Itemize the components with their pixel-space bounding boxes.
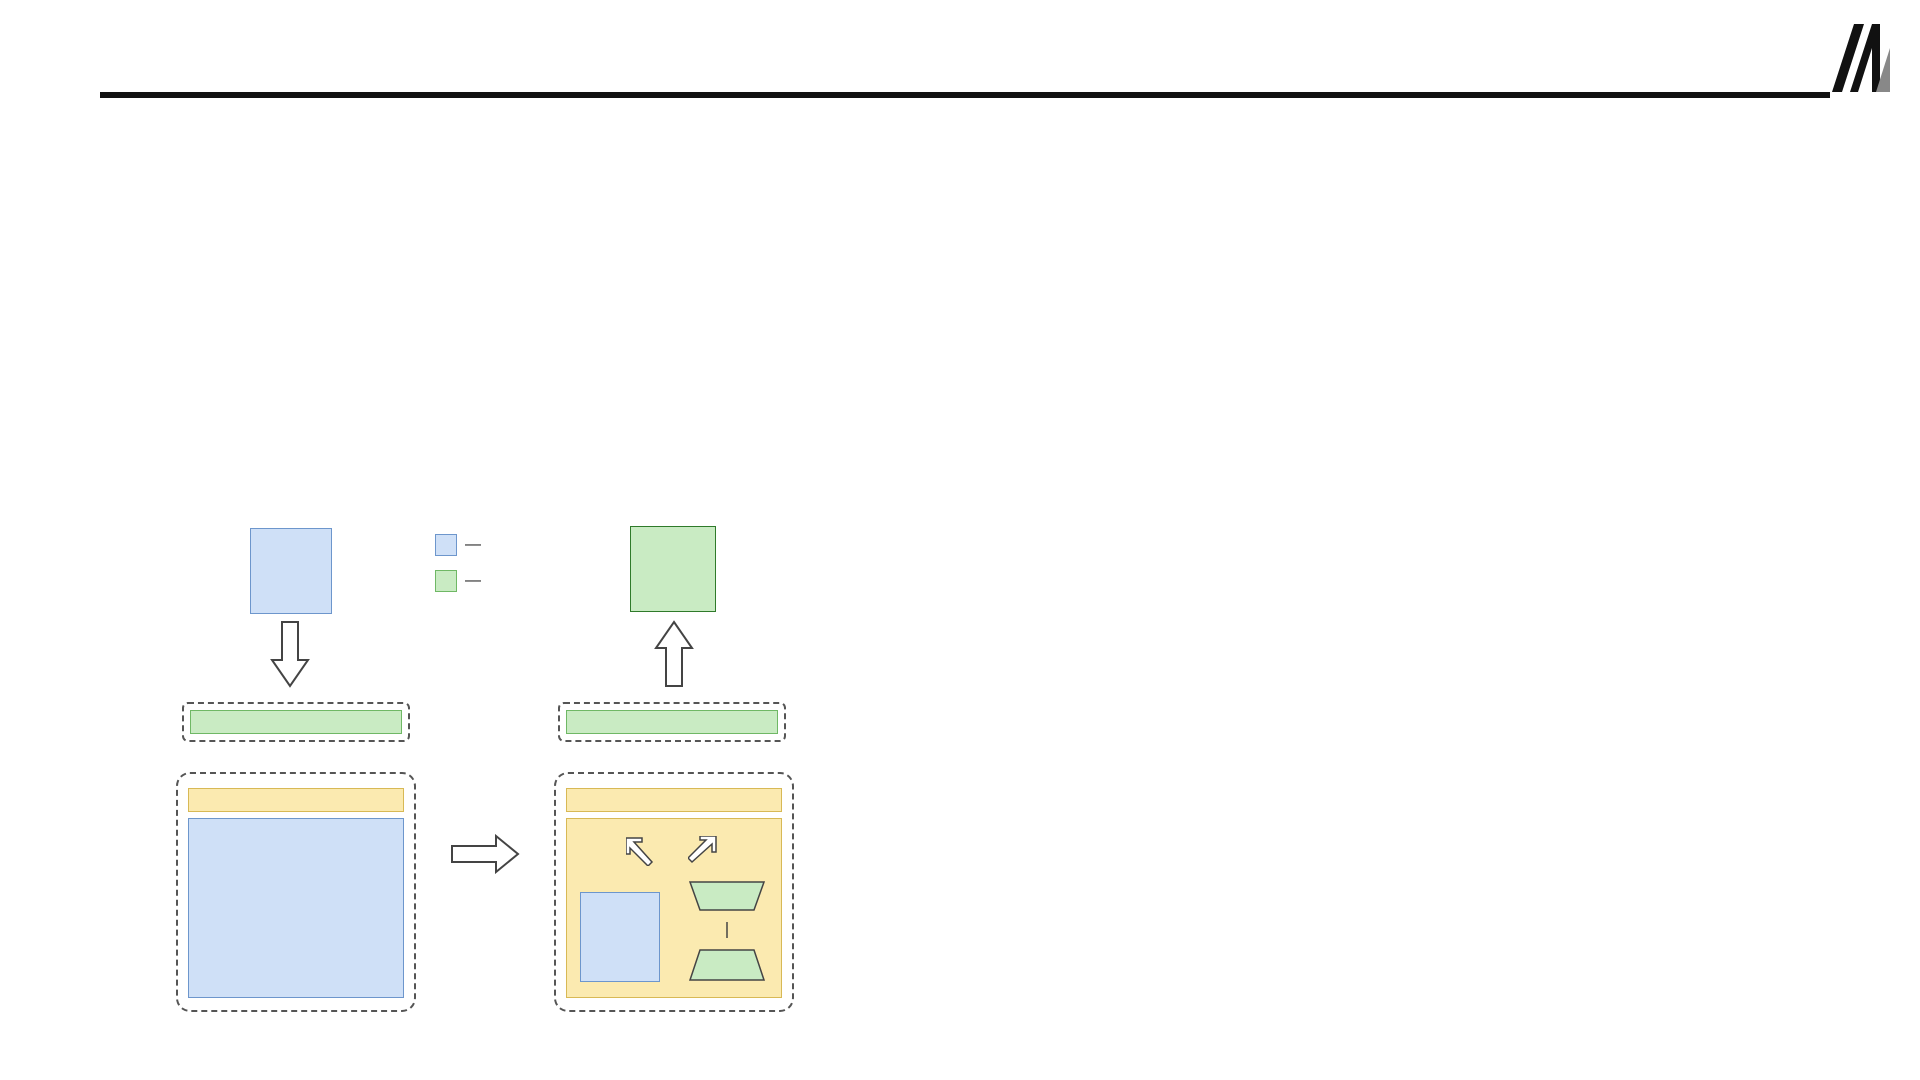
lab-logo [1830, 22, 1892, 94]
left-magnitude-box [190, 710, 402, 734]
small-pretrained-box [580, 892, 660, 982]
legend-trainable-label: — [465, 572, 481, 589]
decompose-arrow-icon [270, 620, 310, 690]
left-pretrained-box [188, 818, 404, 998]
scatter-charts [928, 508, 1788, 688]
arrow-up-left-icon [626, 836, 656, 866]
merge-arrow-icon [654, 620, 694, 690]
right-magnitude-box [566, 710, 778, 734]
scatter-chart-panels [928, 508, 1788, 688]
adapt-arrow-icon [450, 834, 522, 874]
pretrained-weight-box [250, 528, 332, 614]
right-norm-box [566, 788, 782, 812]
lora-ab-icon [688, 880, 768, 990]
legend-frozen-label: — [465, 536, 481, 553]
left-norm-box [188, 788, 404, 812]
arrow-up-right-icon [688, 836, 718, 866]
title-rule [100, 92, 1830, 98]
legend-frozen-swatch [435, 534, 457, 556]
merged-weight-box [630, 526, 716, 612]
dora-diagram [140, 520, 800, 1020]
legend-trainable-swatch [435, 570, 457, 592]
